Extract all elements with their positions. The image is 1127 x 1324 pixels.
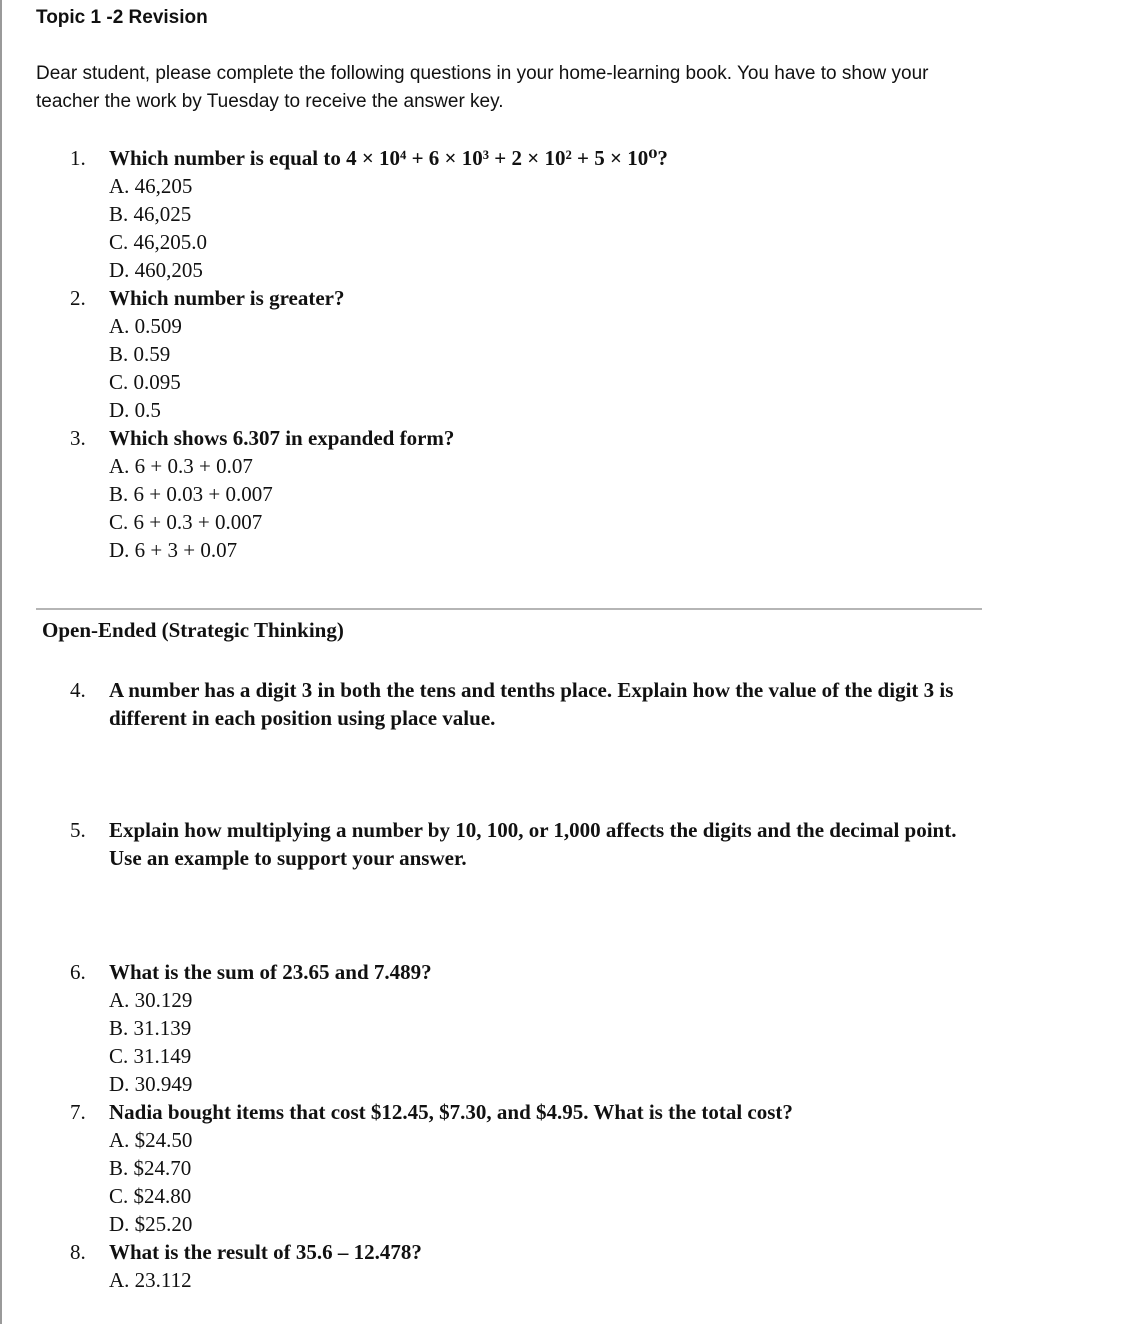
question-4 (70, 676, 970, 732)
answer-options (70, 986, 970, 1098)
question-3 (70, 424, 970, 564)
answer-options (70, 1266, 970, 1294)
option-c: C. $24.80 (109, 1184, 192, 1208)
question-number: 4. (70, 678, 86, 702)
question-number: 1. (70, 146, 86, 170)
option-a: A. 23.112 (109, 1268, 192, 1292)
option-d: D. 0.5 (109, 398, 161, 422)
option-a: A. 0.509 (109, 314, 182, 338)
option-c: C. 6 + 0.3 + 0.007 (109, 510, 263, 534)
section-title: Open-Ended (Strategic Thinking) (42, 618, 344, 642)
option-b: B. 31.139 (109, 1016, 192, 1040)
question-text: Which shows 6.307 in expanded form? (109, 426, 455, 450)
option-a: A. 6 + 0.3 + 0.07 (109, 454, 253, 478)
question-text: What is the result of 35.6 – 12.478? (109, 1240, 422, 1264)
question-8 (70, 1238, 970, 1294)
page-title: Topic 1 -2 Revision (36, 7, 208, 28)
answer-options (70, 1126, 970, 1238)
question-text: A number has a digit 3 in both the tens and tenths place. Explain how the value of the digit 3 is different in each position using place value. (109, 678, 954, 730)
option-d: D. 6 + 3 + 0.07 (109, 538, 238, 562)
question-number: 6. (70, 960, 86, 984)
question-1 (70, 144, 970, 284)
option-d: D. 460,205 (109, 258, 203, 282)
option-d: D. $25.20 (109, 1212, 193, 1236)
question-number: 8. (70, 1240, 86, 1264)
option-b: B. 46,025 (109, 202, 192, 226)
question-number: 5. (70, 818, 86, 842)
option-c: C. 0.095 (109, 370, 181, 394)
question-2 (70, 284, 970, 424)
page-left-border (0, 0, 2, 1324)
option-a: A. $24.50 (109, 1128, 193, 1152)
question-number: 2. (70, 286, 86, 310)
option-b: B. $24.70 (109, 1156, 192, 1180)
question-number: 7. (70, 1100, 86, 1124)
intro-paragraph: Dear student, please complete the following questions in your home-learning book. You have to show your teacher the work by Tuesday to receive the answer key. (36, 63, 929, 112)
option-d: D. 30.949 (109, 1072, 193, 1096)
answer-options (70, 172, 970, 284)
answer-options (70, 452, 970, 564)
option-b: B. 0.59 (109, 342, 171, 366)
option-a: A. 46,205 (109, 174, 193, 198)
answer-options (70, 312, 970, 424)
option-c: C. 46,205.0 (109, 230, 208, 254)
option-c: C. 31.149 (109, 1044, 192, 1068)
question-text: Nadia bought items that cost $12.45, $7.30, and $4.95. What is the total cost? (109, 1100, 793, 1124)
question-text: What is the sum of 23.65 and 7.489? (109, 960, 432, 984)
question-text: Which number is greater? (109, 286, 345, 310)
question-7 (70, 1098, 970, 1238)
question-number: 3. (70, 426, 86, 450)
question-5 (70, 816, 970, 872)
question-text: Which number is equal to 4 × 10⁴ + 6 × 10³ + 2 × 10² + 5 × 10⁰? (109, 146, 668, 170)
option-a: A. 30.129 (109, 988, 193, 1012)
question-6 (70, 958, 970, 1098)
question-text: Explain how multiplying a number by 10, 100, or 1,000 affects the digits and the decimal point. Use an example to support your answer. (109, 818, 957, 870)
option-b: B. 6 + 0.03 + 0.007 (109, 482, 273, 506)
section-divider (36, 608, 982, 610)
